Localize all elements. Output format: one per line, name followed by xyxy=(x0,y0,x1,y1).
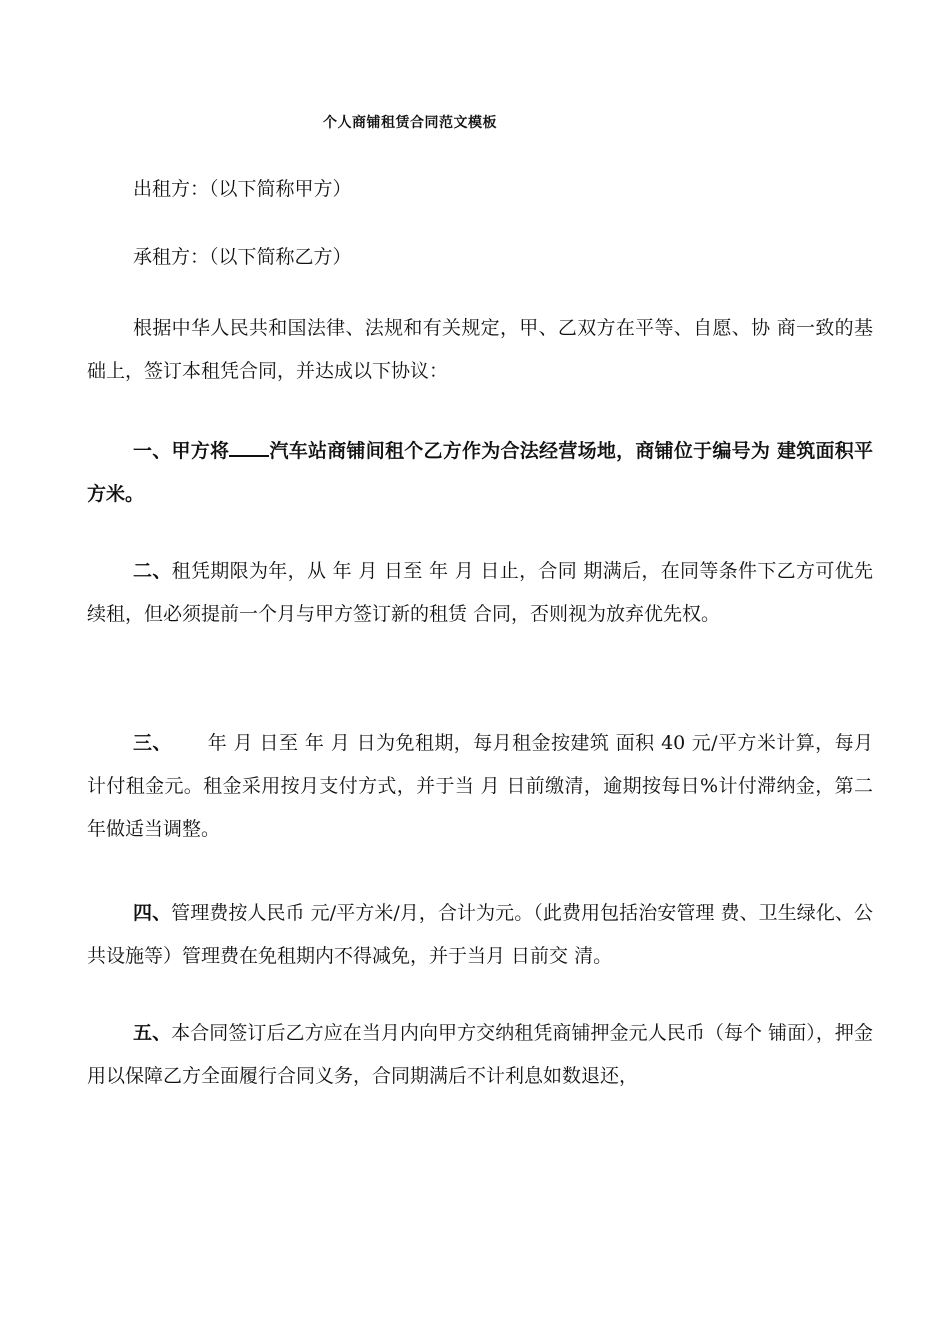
clause-3-text: 年 月 日至 年 月 日为免租期，每月租金按建筑 面积 40 元/平方米计算，每月计付租金元。租金采用按月支付方式，并于当 月 日前缴清，逾期按每日%计付滞纳金，第二年做适当调整。 xyxy=(87,732,873,840)
lessor-line: 出租方：（以下简称甲方） xyxy=(133,178,352,200)
preamble-paragraph: 根据中华人民共和国法律、法规和有关规定，甲、乙双方在平等、自愿、协 商一致的基础上，签订本租凭合同，并达成以下协议： xyxy=(87,317,873,382)
clause-5-lead: 五、 xyxy=(133,1022,172,1044)
clause-1-part2: 汽车站商铺间租个乙方作为合法经营场地，商铺位于编号为 建筑面积平方米。 xyxy=(87,440,873,505)
blank-fill-line xyxy=(229,439,269,457)
clause-4-lead: 四、 xyxy=(133,902,172,924)
clause-5-text: 本合同签订后乙方应在当月内向甲方交纳租凭商铺押金元人民币（每个 铺面），押金用以保障乙方全面履行合同义务，合同期满后不计利息如数退还， xyxy=(87,1022,873,1087)
clause-5 xyxy=(87,1012,873,1098)
clause-1 xyxy=(87,430,873,516)
clause-4-text: 管理费按人民币 元/平方米/月，合计为元。（此费用包括治安管理 费、卫生绿化、公共设施等）管理费在免租期内不得减免，并于当月 日前交 清。 xyxy=(87,902,873,967)
clause-3 xyxy=(87,722,873,851)
clause-1-part1: 一、甲方将 xyxy=(133,440,230,462)
clause-3-lead: 三、 xyxy=(133,732,163,754)
clause-4 xyxy=(87,892,873,978)
clause-2 xyxy=(87,550,873,636)
clause-2-text: 租凭期限为年，从 年 月 日至 年 月 日止，合同 期满后，在同等条件下乙方可优先续租，但必须提前一个月与甲方签订新的租赁 合同，否则视为放弃优先权。 xyxy=(87,560,873,625)
document-title: 个人商铺租赁合同范文模板 xyxy=(323,115,497,131)
clause-2-lead: 二、 xyxy=(133,560,172,582)
lessee-line: 承租方：（以下简称乙方） xyxy=(133,246,352,268)
